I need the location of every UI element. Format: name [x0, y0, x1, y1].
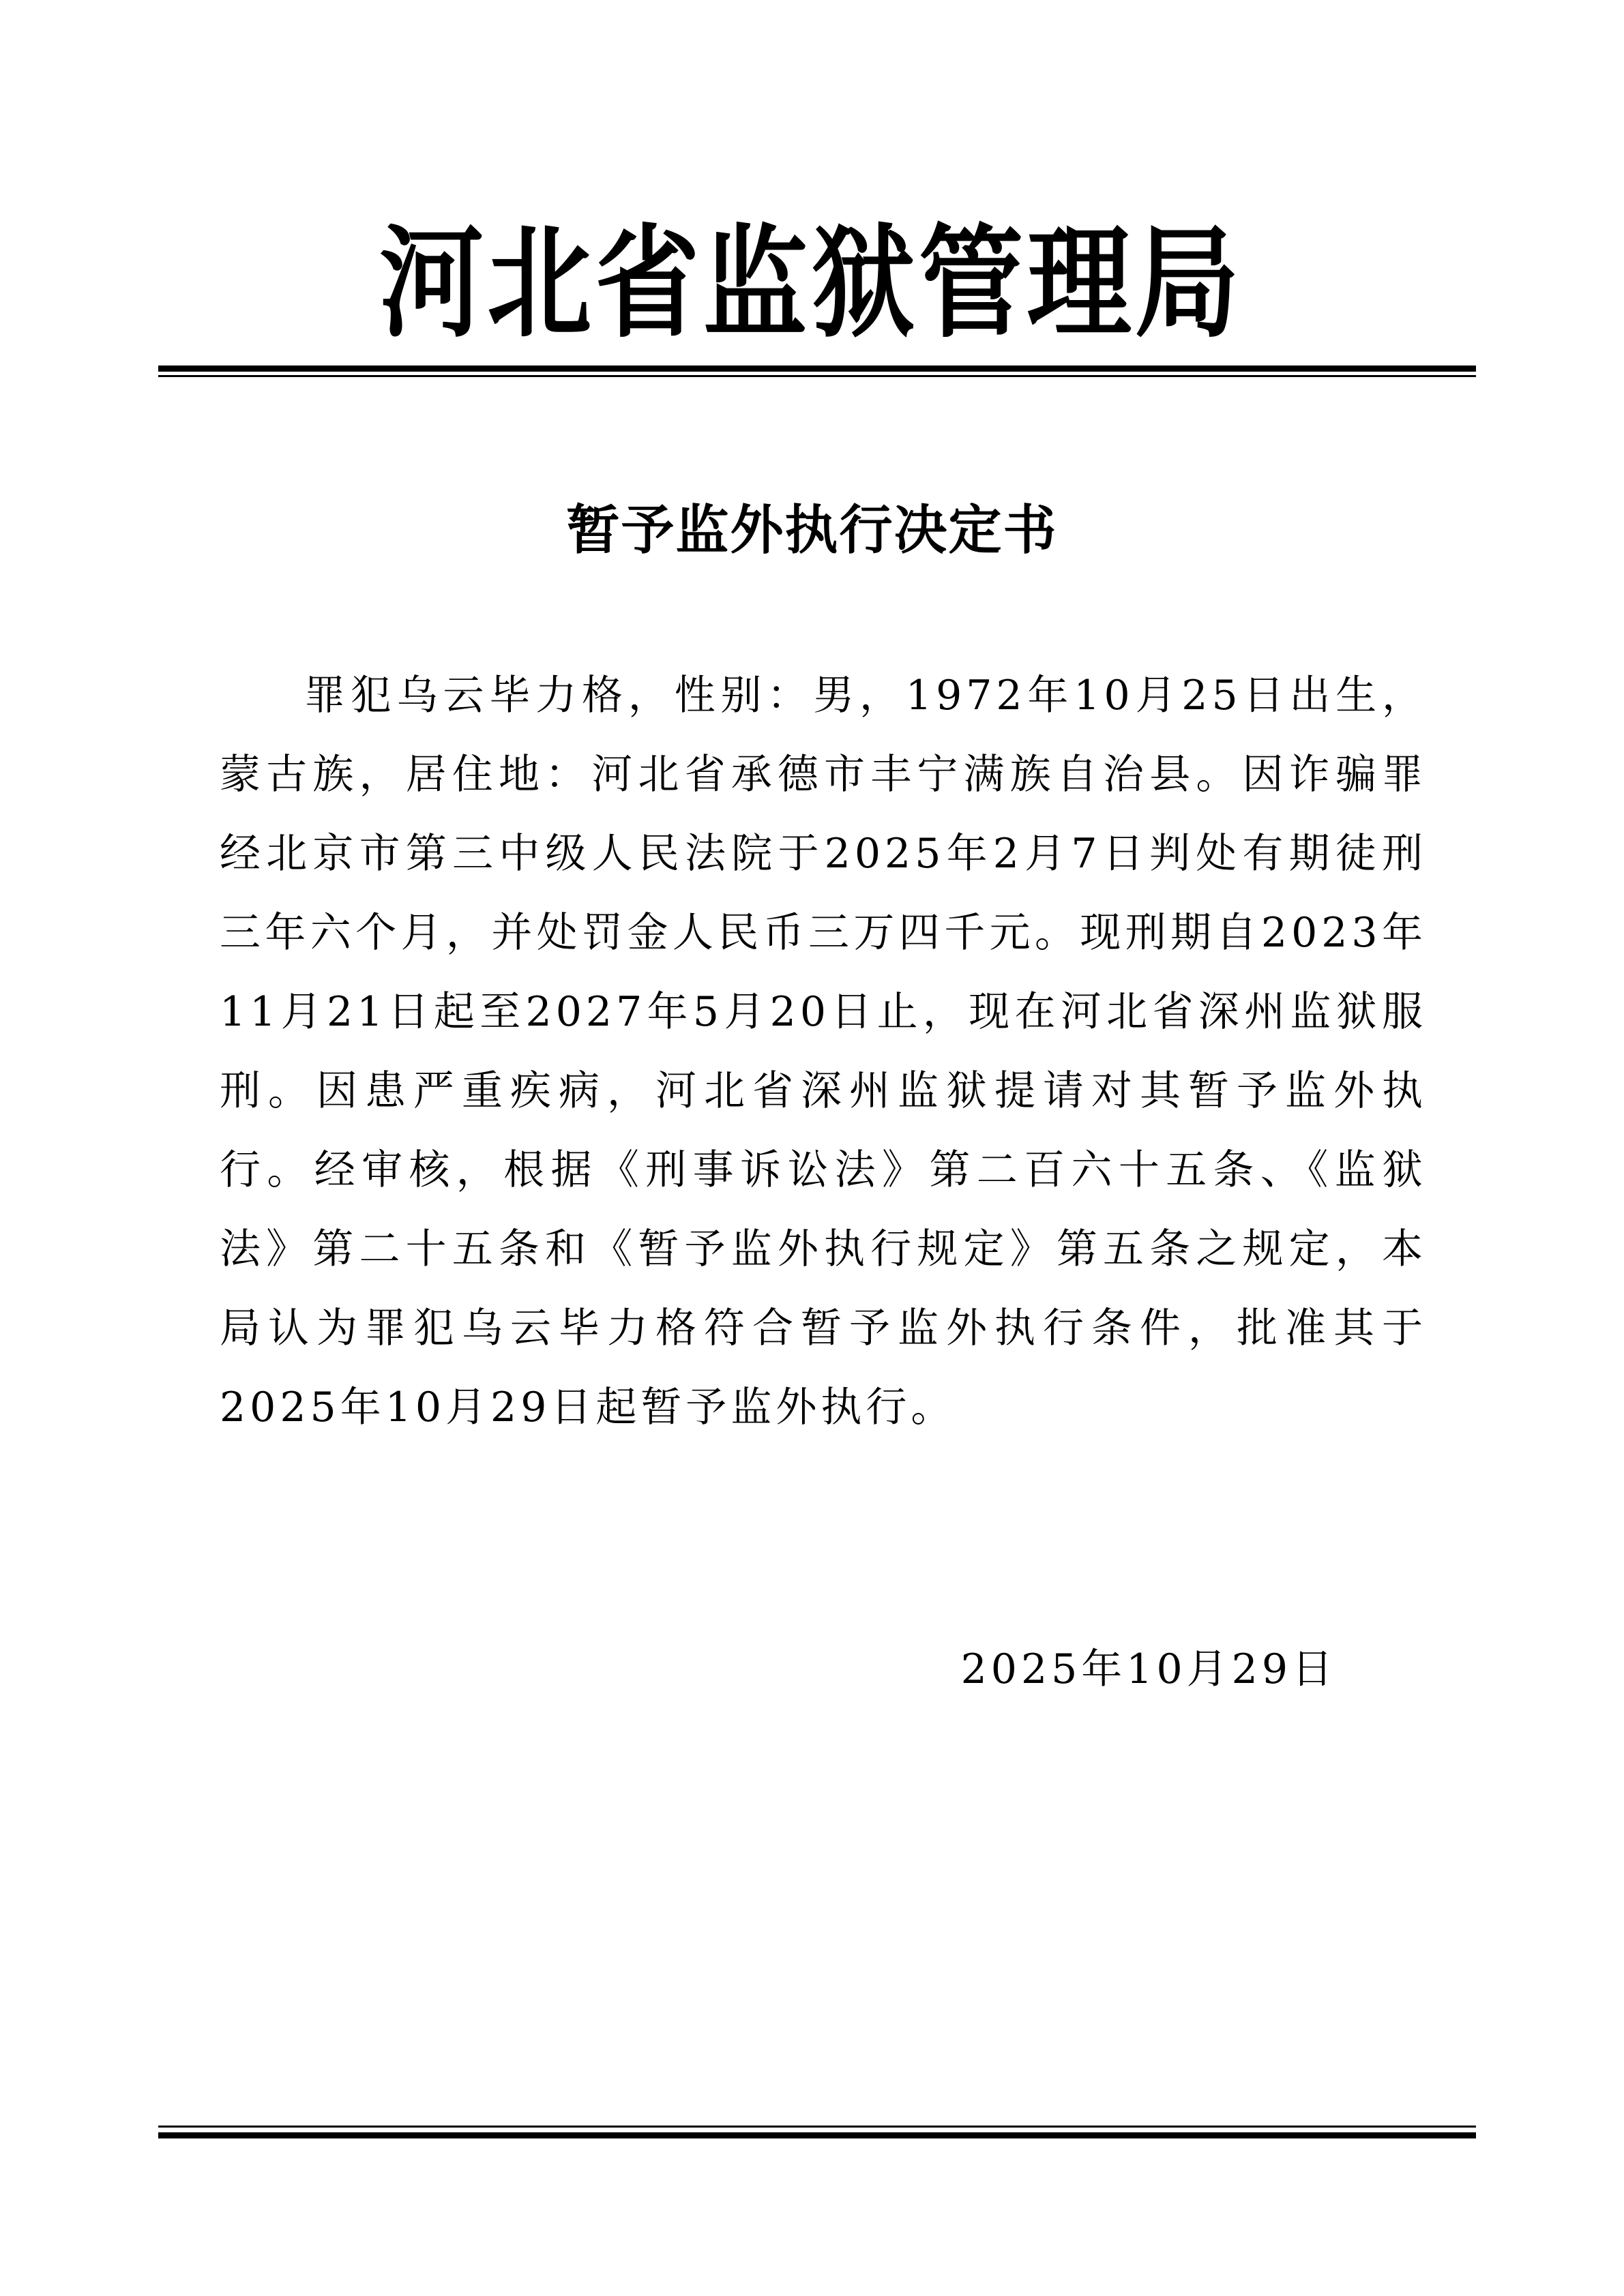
footer-rule-thick — [158, 2132, 1476, 2138]
header-rule-thin — [158, 375, 1476, 377]
footer-rule-thin — [158, 2126, 1476, 2128]
header-rule-thick — [158, 366, 1476, 372]
document-body: 罪犯乌云毕力格，性别：男，1972年10月25日出生，蒙古族，居住地：河北省承德市丰宁满族自治县。因诈骗罪经北京市第三中级人民法院于2025年2月7日判处有期徒刑三年六个月，并处罚金人民币三万四千元。现刑期自2023年11月21日起至2027年5月20日止，现在河北省深州监狱服刑。因患严重疾病，河北省深州监狱提请对其暂予监外执行。经审核，根据《刑事诉讼法》第二百六十五条、《监狱法》第二十五条和《暂予监外执行规定》第五条之规定，本局认为罪犯乌云毕力格符合暂予监外执行条件，批准其于2025年10月29日起暂予监外执行。 — [220, 672, 1427, 1431]
document-title: 暂予监外执行决定书 — [566, 500, 1058, 561]
issuing-authority-title: 河北省监狱管理局 — [379, 211, 1243, 354]
document-date: 2025年10月29日 — [960, 1645, 1337, 1693]
